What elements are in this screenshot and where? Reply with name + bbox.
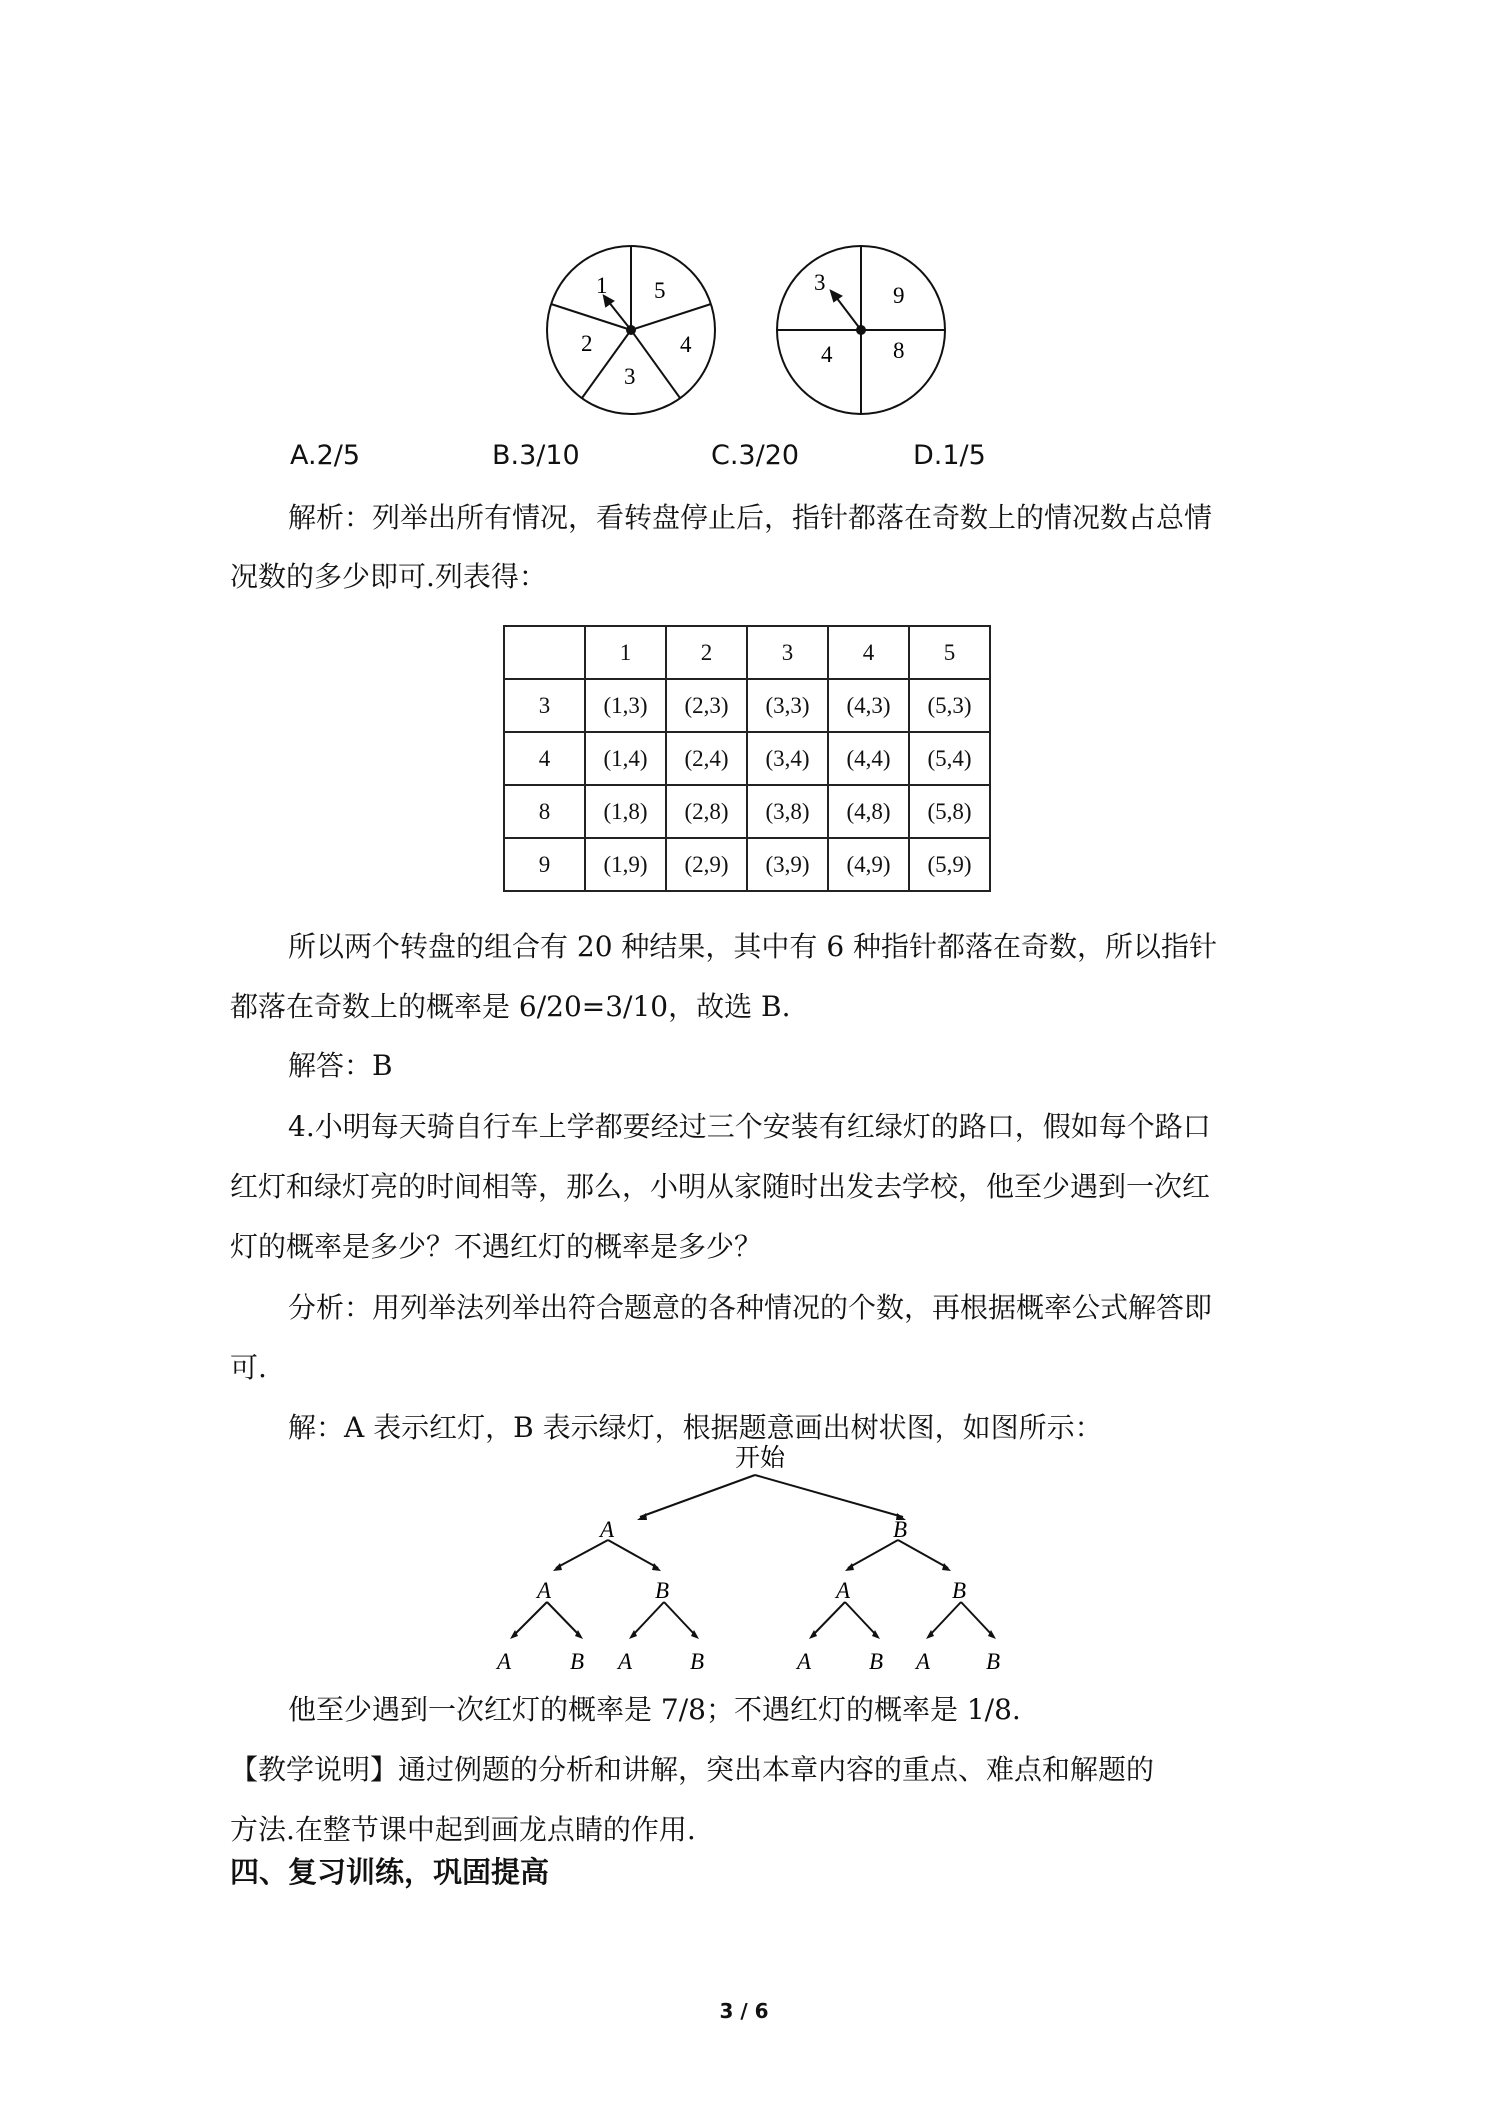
- analysis-line-2: 况数的多少即可.列表得：: [230, 560, 547, 593]
- table-cell: (2,9): [666, 838, 747, 891]
- left-spinner-label-4: 4: [680, 332, 692, 357]
- left-spinner-label-3: 3: [624, 364, 636, 389]
- section-heading: 四、复习训练，巩固提高: [230, 1855, 550, 1889]
- table-cell: (1,3): [585, 679, 666, 732]
- tree-l3-5: A: [797, 1649, 812, 1674]
- table-cell: (5,9): [909, 838, 990, 891]
- table-header-row: [504, 626, 990, 679]
- right-spinner-label-9: 9: [893, 283, 905, 308]
- tree-root-label: 开始: [735, 1443, 786, 1472]
- q4-line-3: 灯的概率是多少？不遇红灯的概率是多少？: [230, 1230, 763, 1263]
- table-cell: 9: [504, 838, 585, 891]
- analysis-label: 解析：: [288, 501, 373, 534]
- analysis-line-1: [288, 498, 1270, 538]
- q4-line-2: 红灯和绿灯亮的时间相等，那么，小明从家随时出发去学校，他至少遇到一次红: [230, 1170, 1211, 1203]
- tree-l3-3: A: [618, 1649, 633, 1674]
- tree-l1-b: B: [893, 1517, 908, 1542]
- analysis-text-1: 列举出所有情况，看转盘停止后，指针都落在奇数上的情况数占总情: [372, 501, 1213, 534]
- table-cell: 3: [747, 626, 828, 679]
- teaching-note-line-1: 【教学说明】通过例题的分析和讲解，突出本章内容的重点、难点和解题的: [230, 1753, 1155, 1786]
- table-cell: [504, 626, 585, 679]
- table-cell: (4,3): [828, 679, 909, 732]
- tree-diagram: [0, 1440, 1488, 1690]
- table-cell: 4: [504, 732, 585, 785]
- teaching-note-line-2: 方法.在整节课中起到画龙点睛的作用.: [230, 1813, 696, 1846]
- table-cell: (1,4): [585, 732, 666, 785]
- table-cell: (5,4): [909, 732, 990, 785]
- table-cell: (4,9): [828, 838, 909, 891]
- tree-l3-8: B: [986, 1649, 1001, 1674]
- tree-l2-b2: B: [952, 1578, 967, 1603]
- right-spinner: [777, 246, 945, 414]
- tree-l3-4: B: [690, 1649, 705, 1674]
- tree-l3-2: B: [570, 1649, 585, 1674]
- tree-l2-b1: B: [655, 1578, 670, 1603]
- table-cell: (3,4): [747, 732, 828, 785]
- right-spinner-label-3: 3: [814, 270, 826, 295]
- result-line-1: 所以两个转盘的组合有 20 种结果，其中有 6 种指针都落在奇数，所以指针: [288, 930, 1218, 963]
- table-cell: (5,3): [909, 679, 990, 732]
- tree-l1-a: A: [600, 1517, 615, 1542]
- table-cell: 8: [504, 785, 585, 838]
- table-cell: (3,3): [747, 679, 828, 732]
- table-cell: 5: [909, 626, 990, 679]
- left-spinner-label-1: 1: [596, 273, 608, 298]
- table-row: [504, 679, 990, 732]
- tree-l2-a1: A: [537, 1578, 552, 1603]
- table-cell: (3,9): [747, 838, 828, 891]
- table-cell: 3: [504, 679, 585, 732]
- fenxi-line-1: 分析：用列举法列举出符合题意的各种情况的个数，再根据概率公式解答即: [288, 1291, 1213, 1324]
- outcome-table: [503, 625, 991, 892]
- table-cell: 4: [828, 626, 909, 679]
- table-cell: (2,3): [666, 679, 747, 732]
- solution-line: 解：A 表示红灯，B 表示绿灯，根据题意画出树状图，如图所示：: [288, 1411, 1103, 1444]
- table-cell: (2,4): [666, 732, 747, 785]
- table-cell: (5,8): [909, 785, 990, 838]
- left-spinner-label-2: 2: [581, 331, 593, 356]
- answer-line: 解答：B: [288, 1049, 393, 1082]
- page-number: 3 / 6: [719, 1999, 769, 2023]
- spinners-figure: [0, 0, 1488, 440]
- left-spinner-label-5: 5: [654, 278, 666, 303]
- tree-l3-7: A: [916, 1649, 931, 1674]
- table-cell: 2: [666, 626, 747, 679]
- option-a: A.2/5: [290, 440, 361, 471]
- q4-line-1: 4.小明每天骑自行车上学都要经过三个安装有红绿灯的路口，假如每个路口: [288, 1110, 1211, 1143]
- table-cell: (3,8): [747, 785, 828, 838]
- tree-l2-a2: A: [836, 1578, 851, 1603]
- option-b: B.3/10: [492, 440, 580, 471]
- table-row: [504, 838, 990, 891]
- table-cell: (4,4): [828, 732, 909, 785]
- table-row: [504, 785, 990, 838]
- table-row: [504, 732, 990, 785]
- table-cell: 1: [585, 626, 666, 679]
- tree-l3-6: B: [869, 1649, 884, 1674]
- option-d: D.1/5: [913, 440, 986, 471]
- right-spinner-label-4: 4: [821, 342, 833, 367]
- result-line-2: 都落在奇数上的概率是 6/20=3/10，故选 B.: [230, 990, 791, 1023]
- conclusion-line: 他至少遇到一次红灯的概率是 7/8；不遇红灯的概率是 1/8.: [288, 1693, 1021, 1726]
- table-cell: (4,8): [828, 785, 909, 838]
- table-cell: (1,9): [585, 838, 666, 891]
- table-cell: (2,8): [666, 785, 747, 838]
- fenxi-line-2: 可.: [230, 1351, 267, 1384]
- tree-l3-1: A: [497, 1649, 512, 1674]
- table-cell: (1,8): [585, 785, 666, 838]
- right-spinner-label-8: 8: [893, 338, 905, 363]
- option-c: C.3/20: [711, 440, 800, 471]
